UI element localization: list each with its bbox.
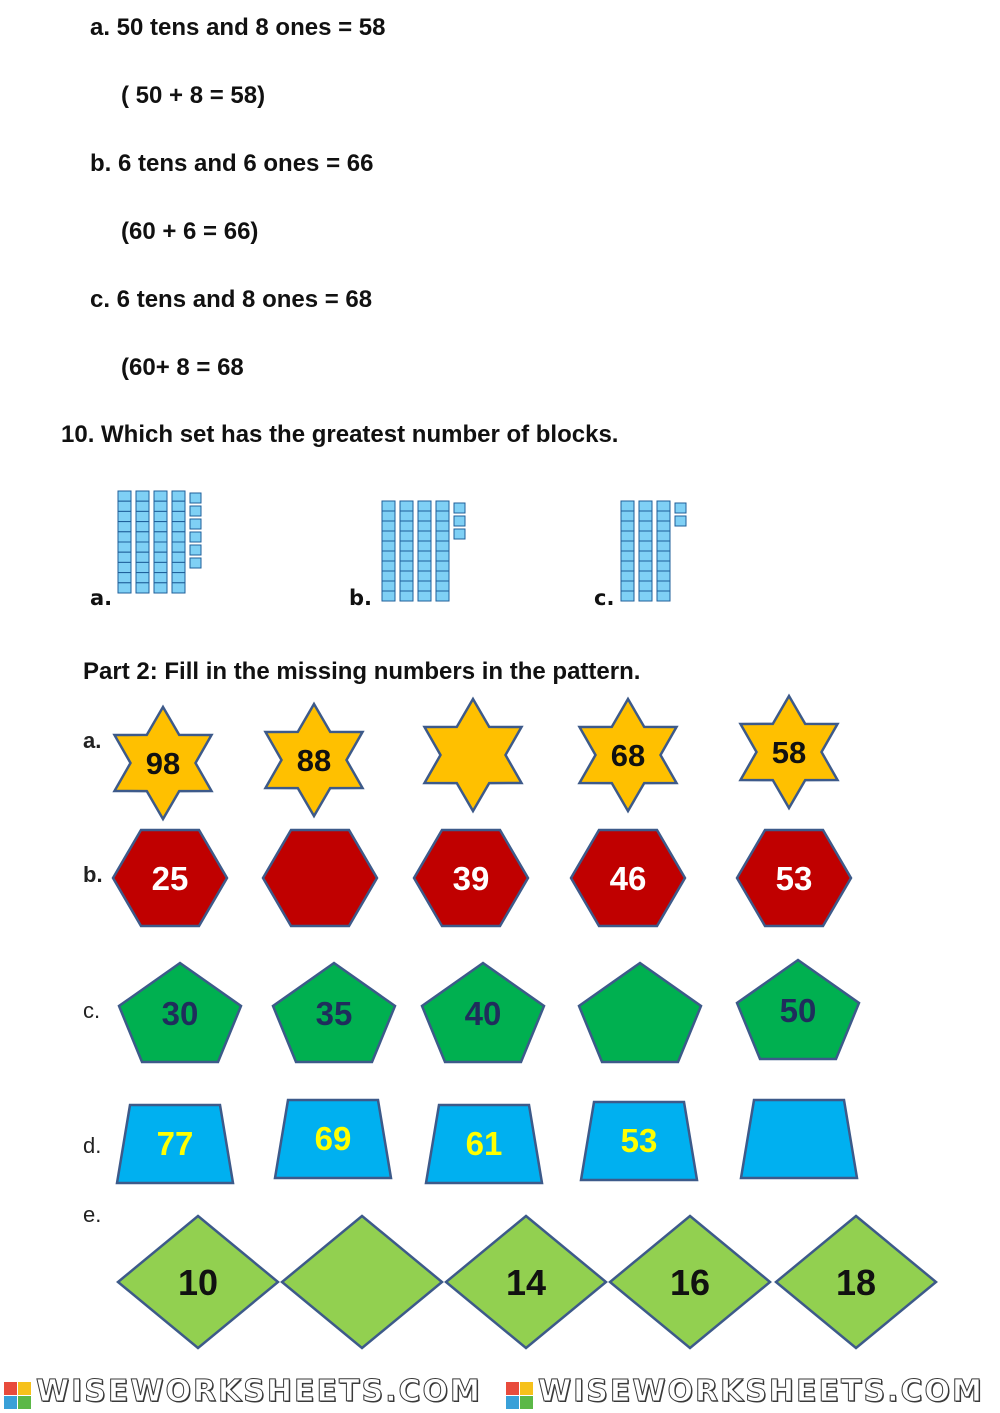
pattern-number: 10	[177, 1261, 219, 1303]
pentagon-shape	[273, 963, 395, 1062]
pattern-number: 53	[620, 1121, 658, 1159]
pentagon-shape	[422, 963, 544, 1062]
footer-watermark	[0, 1372, 1000, 1413]
hexagon-shape	[571, 830, 685, 926]
question-10: 10. Which set has the greatest number of blocks.	[61, 421, 619, 448]
pattern-number: 46	[609, 859, 647, 897]
hexagon-shape	[113, 830, 227, 926]
pattern-number: 88	[296, 743, 332, 779]
pattern-number: 61	[465, 1124, 503, 1162]
answer-c-sub: (60+ 8 = 68	[121, 354, 244, 381]
logo-square-icon	[4, 1382, 17, 1395]
trapezoid-shape	[275, 1100, 391, 1178]
star-shape	[266, 704, 363, 816]
pentagon-shape[interactable]	[579, 963, 701, 1062]
trapezoid-shape	[426, 1105, 542, 1183]
pattern-number: 98	[145, 746, 181, 782]
pattern-number: 58	[771, 735, 807, 771]
logo-square-icon	[520, 1382, 533, 1395]
row-e-label: e.	[83, 1202, 102, 1227]
answer-b: b. 6 tens and 6 ones = 66	[90, 150, 374, 177]
part2-title: Part 2: Fill in the missing numbers in the pattern.	[83, 658, 641, 685]
footer-text-repeat: WISEWORKSHEETS.COM	[538, 1374, 984, 1409]
pattern-number: 53	[775, 859, 813, 897]
diamond-shape	[610, 1216, 770, 1348]
diamond-shape[interactable]	[282, 1216, 442, 1348]
pattern-number: 16	[669, 1261, 711, 1303]
logo-square-icon	[520, 1396, 533, 1409]
diamond-shape	[118, 1216, 278, 1348]
row-d-label: d.	[83, 1133, 102, 1158]
answer-b-sub: (60 + 6 = 66)	[121, 218, 259, 245]
star-shape	[580, 699, 677, 811]
trapezoid-shape	[117, 1105, 233, 1183]
pattern-number: 69	[314, 1119, 352, 1157]
pentagon-shape	[119, 963, 241, 1062]
block-set-a-label: a.	[90, 586, 113, 610]
pattern-number: 39	[452, 859, 490, 897]
pattern-number: 14	[505, 1261, 547, 1303]
pattern-number: 18	[835, 1261, 877, 1303]
block-set-c-label: c.	[594, 586, 615, 610]
pattern-number: 25	[151, 859, 189, 897]
star-shape	[741, 696, 838, 808]
logo-square-icon	[506, 1396, 519, 1409]
pentagon-shape	[737, 960, 859, 1059]
logo-square-icon	[18, 1396, 31, 1409]
pattern-number: 50	[779, 991, 817, 1029]
row-a-label: a.	[83, 728, 102, 753]
hexagon-shape[interactable]	[263, 830, 377, 926]
hexagon-shape	[414, 830, 528, 926]
star-shape	[115, 707, 212, 819]
hexagon-shape	[737, 830, 851, 926]
diamond-shape	[776, 1216, 936, 1348]
pattern-number: 68	[610, 738, 646, 774]
trapezoid-shape[interactable]	[741, 1100, 857, 1178]
logo-square-icon	[18, 1382, 31, 1395]
star-shape[interactable]	[425, 699, 522, 811]
row-b-label: b.	[83, 862, 103, 887]
footer-text: WISEWORKSHEETS.COM	[36, 1374, 482, 1409]
diamond-shape	[446, 1216, 606, 1348]
pattern-number: 35	[315, 994, 353, 1032]
answer-c: c. 6 tens and 8 ones = 68	[90, 286, 373, 313]
pattern-number: 40	[464, 994, 502, 1032]
logo-square-icon	[4, 1396, 17, 1409]
row-c-label: c.	[83, 998, 101, 1023]
block-set-b-label: b.	[349, 586, 373, 610]
pattern-number: 30	[161, 994, 199, 1032]
pattern-number: 77	[156, 1124, 194, 1162]
answer-a-sub: ( 50 + 8 = 58)	[121, 82, 266, 109]
answer-a: a. 50 tens and 8 ones = 58	[90, 14, 386, 41]
trapezoid-shape	[581, 1102, 697, 1180]
logo-square-icon	[506, 1382, 519, 1395]
